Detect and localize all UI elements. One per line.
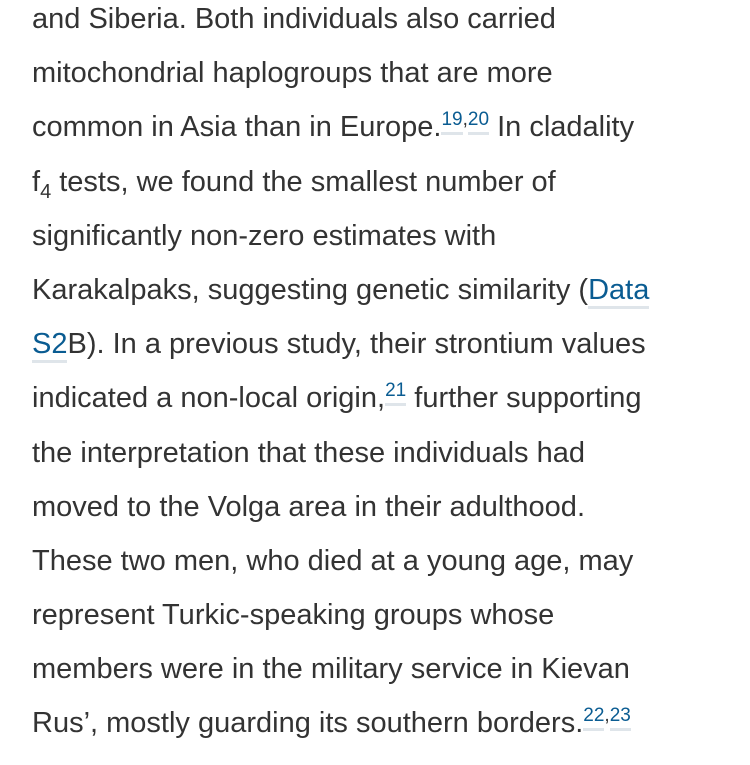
text-line xyxy=(32,426,732,480)
text-line xyxy=(32,371,732,425)
text-line xyxy=(32,46,732,100)
text-line xyxy=(32,480,732,534)
text-line xyxy=(32,317,732,371)
text: Karakalpaks, suggesting genetic similarity ( xyxy=(32,273,589,306)
text: moved to the Volga area in their adulthood. xyxy=(32,490,585,523)
text: indicated a non-local origin, xyxy=(32,382,386,415)
text: members were in the military service in Kievan xyxy=(32,653,630,686)
citation-separator: , xyxy=(604,705,610,727)
citation-superscript xyxy=(441,109,489,135)
text: the interpretation that these individuals had xyxy=(32,436,585,469)
text: and Siberia. Both individuals also carried xyxy=(32,3,556,35)
text: common in Asia than in Europe. xyxy=(32,111,442,144)
text: f xyxy=(32,165,41,198)
citation-link-21[interactable]: 21 xyxy=(385,380,406,406)
subscript: 4 xyxy=(40,180,52,203)
article-paragraph xyxy=(32,0,732,751)
text-line xyxy=(32,534,732,588)
text: tests, we found the smallest number of xyxy=(51,165,556,198)
citation-superscript xyxy=(583,705,631,731)
text: B). In a previous study, their strontium values xyxy=(67,328,646,361)
text-line xyxy=(32,588,732,642)
data-s2-link-part2[interactable]: S2 xyxy=(32,328,67,363)
text-line xyxy=(32,0,732,46)
text: mitochondrial haplogroups that are more xyxy=(32,57,553,90)
citation-link-19[interactable]: 19 xyxy=(441,109,462,135)
text: represent Turkic-speaking groups whose xyxy=(32,599,555,632)
text-line xyxy=(32,209,732,263)
text: further supporting xyxy=(406,382,642,415)
citation-link-22[interactable]: 22 xyxy=(583,705,604,731)
text: Rus’, mostly guarding its southern borders. xyxy=(32,707,584,740)
data-s2-link-part1[interactable]: Data xyxy=(588,274,649,309)
citation-link-23[interactable]: 23 xyxy=(610,705,631,731)
text-line xyxy=(32,642,732,696)
text-line xyxy=(32,263,732,317)
text: These two men, who died at a young age, may xyxy=(32,544,634,577)
citation-separator: , xyxy=(462,109,468,131)
citation-superscript xyxy=(385,380,406,406)
text: significantly non-zero estimates with xyxy=(32,219,497,252)
text-line xyxy=(32,155,732,209)
text-line xyxy=(32,100,732,154)
citation-link-20[interactable]: 20 xyxy=(468,109,489,135)
text: In cladality xyxy=(489,111,635,144)
text-line xyxy=(32,696,732,750)
